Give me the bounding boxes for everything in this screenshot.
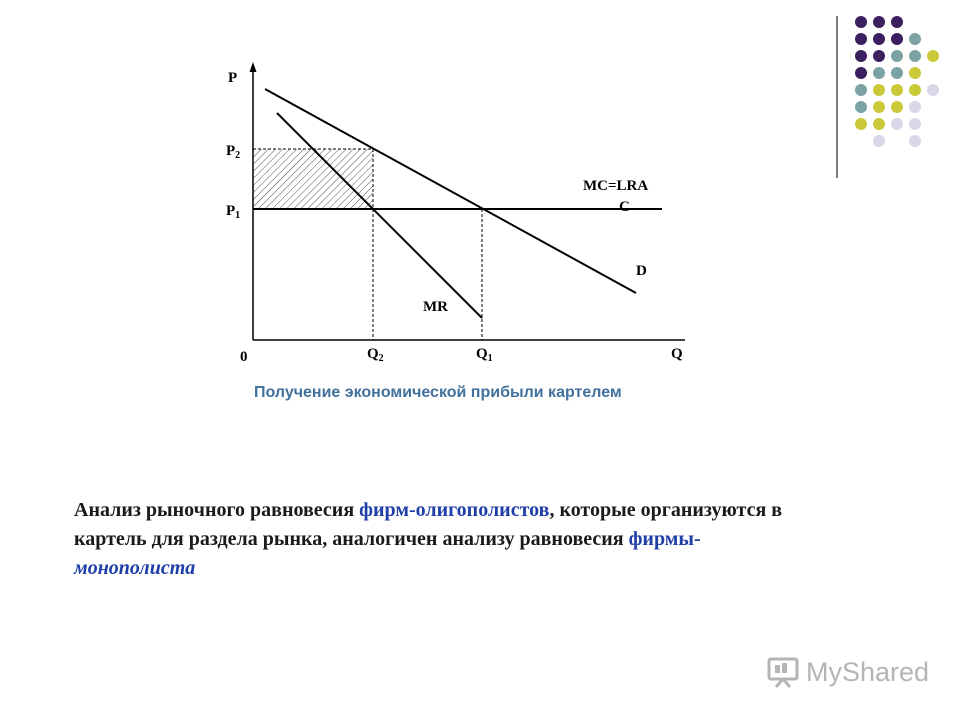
q-axis-label: Q — [671, 346, 683, 362]
mc-lrac-label: MC=LRA — [583, 178, 649, 194]
q1-label: $Q_1$ — [476, 346, 493, 364]
monopolist-link-italic[interactable]: монополиста — [74, 557, 196, 579]
presentation-board-icon — [766, 656, 800, 688]
body-text-part1: Анализ рыночного равновесия — [74, 499, 360, 521]
mr-label: MR — [423, 299, 448, 315]
mr-curve — [277, 113, 482, 318]
p2-label: $P_2$ — [226, 143, 241, 161]
q2-label: $Q_2$ — [367, 346, 384, 364]
p1-label: $P_1$ — [226, 203, 241, 221]
demand-label: D — [636, 263, 647, 279]
watermark — [766, 656, 929, 688]
origin-label: 0 — [240, 349, 248, 365]
watermark-text: MyShared — [806, 656, 930, 687]
oligopolist-link[interactable]: фирм-олигополистов — [359, 499, 550, 521]
profit-area — [253, 149, 373, 209]
monopolist-link[interactable]: фирмы- — [628, 528, 701, 550]
p-axis-label: P — [228, 70, 238, 86]
body-text — [74, 496, 794, 583]
body-text-part2: , которые организуются в картель для раздела рынка, аналогичен анализу равновесия — [74, 499, 783, 550]
p-axis-arrow — [250, 62, 257, 72]
mc-lrac-label-wrap: C — [619, 199, 630, 215]
diagram-caption: Получение экономической прибыли картелем — [254, 384, 622, 401]
